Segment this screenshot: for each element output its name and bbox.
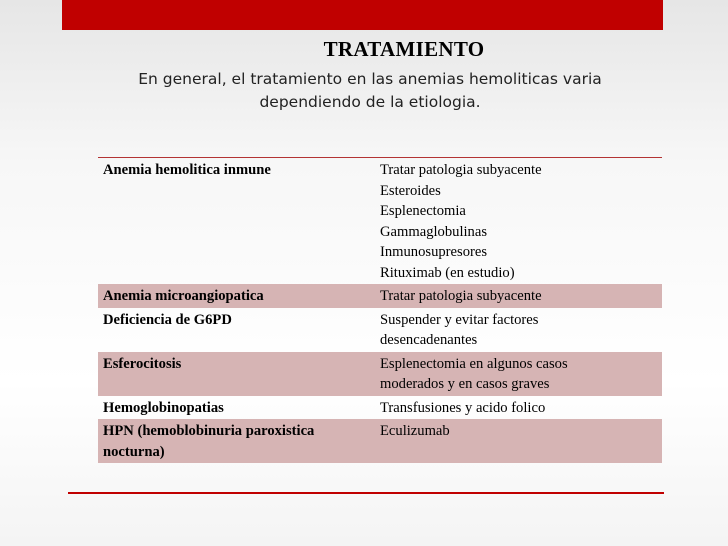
disease-cell: Anemia microangiopatica	[103, 288, 264, 304]
table-row	[98, 352, 662, 396]
top-accent-bar	[62, 0, 663, 30]
disease-cell: Hemoglobinopatias	[103, 399, 224, 416]
table-row	[98, 284, 662, 308]
bottom-accent-rule	[68, 492, 664, 494]
table-row	[98, 308, 662, 352]
treatment-line: Gammaglobulinas	[380, 223, 488, 240]
treatment-cell	[380, 419, 662, 463]
table-row	[98, 419, 662, 463]
table-row	[98, 158, 662, 284]
treatment-line: Transfusiones y acido folico	[380, 399, 546, 416]
treatment-table	[98, 157, 662, 463]
treatment-line: Suspender y evitar factores	[380, 311, 539, 328]
treatment-cell	[380, 284, 662, 308]
treatment-line: Esteroides	[380, 182, 441, 199]
disease-cell: Anemia hemolitica inmune	[103, 162, 271, 178]
slide-title: TRATAMIENTO	[323, 37, 485, 61]
disease-cell: HPN (hemoblobinuria paroxistica nocturna)	[103, 423, 315, 460]
treatment-line: moderados y en casos graves	[380, 376, 550, 392]
treatment-line: Tratar patologia subyacente	[380, 162, 542, 178]
table-row	[98, 396, 662, 420]
treatment-line: Esplenectomia	[380, 203, 466, 219]
treatment-line: Tratar patologia subyacente	[380, 288, 542, 304]
treatment-line: desencadenantes	[380, 332, 478, 348]
slide-subtitle: En general, el tratamiento en las anemias hemoliticas varia dependiendo de la etiologia.	[138, 70, 602, 111]
treatment-cell	[380, 396, 662, 420]
disease-cell: Deficiencia de G6PD	[103, 311, 232, 328]
treatment-line: Eculizumab	[380, 423, 450, 439]
treatment-cell	[380, 352, 662, 396]
disease-cell: Esferocitosis	[103, 355, 182, 372]
treatment-cell	[380, 308, 662, 352]
treatment-cell	[380, 158, 662, 284]
treatment-line: Esplenectomia en algunos casos	[380, 355, 568, 372]
treatment-line: Rituximab (en estudio)	[380, 264, 515, 281]
treatment-line: Inmunosupresores	[380, 244, 488, 260]
